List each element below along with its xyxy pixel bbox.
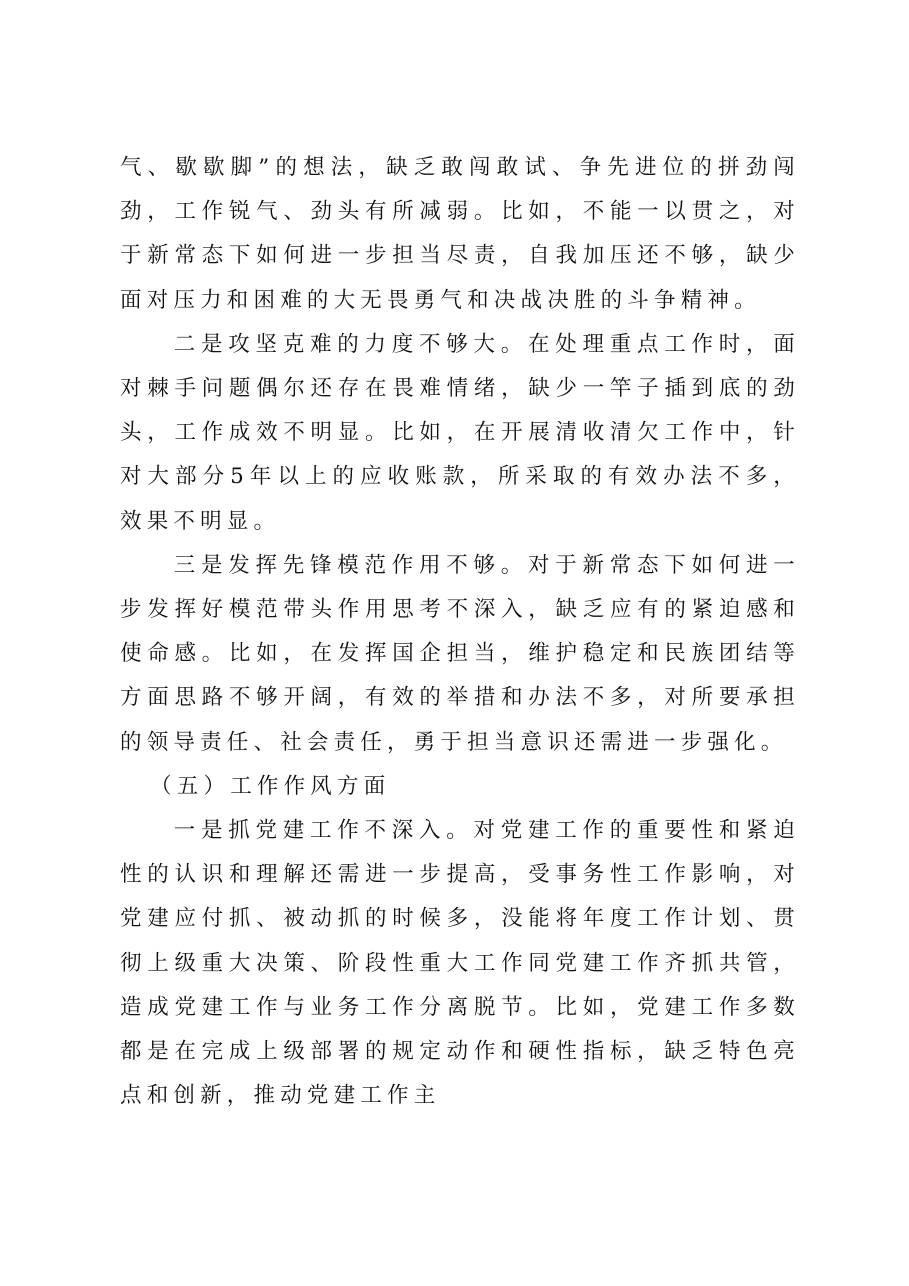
section-heading-work-style: （五）工作作风方面 bbox=[150, 773, 391, 799]
paragraph-tackling-difficulties: 二是攻坚克难的力度不够大。在处理重点工作时，面对棘手问题偶尔还存在畏难情绪，缺少一竿子插到底的劲头，工作成效不明显。比如，在开展清收清欠工作中，针对大部分5年以上的应收账款，所采取的有效办法不多，效果不明显。 bbox=[120, 331, 800, 534]
document-body bbox=[120, 146, 800, 1118]
paragraph-exemplary-role: 三是发挥先锋模范作用不够。对于新常态下如何进一步发挥好模范带头作用思考不深入，缺乏应有的紧迫感和使命感。比如，在发挥国企担当，维护稳定和民族团结等方面思路不够开阔，有效的举措和办法不多，对所要承担的领导责任、社会责任，勇于担当意识还需进一步强化。 bbox=[120, 552, 800, 755]
paragraph-continuation: 气、歇歇脚”的想法，缺乏敢闯敢试、争先进位的拼劲闯劲，工作锐气、劲头有所减弱。比如，不能一以贯之，对于新常态下如何进一步担当尽责，自我加压还不够，缺少面对压力和困难的大无畏勇气和决战决胜的斗争精神。 bbox=[120, 155, 800, 313]
paragraph-party-building: 一是抓党建工作不深入。对党建工作的重要性和紧迫性的认识和理解还需进一步提高，受事务性工作影响，对党建应付抓、被动抓的时候多，没能将年度工作计划、贯彻上级重大决策、阶段性重大工作同党建工作齐抓共管，造成党建工作与业务工作分离脱节。比如，党建工作多数都是在完成上级部署的规定动作和硬性指标，缺乏特色亮点和创新，推动党建工作主 bbox=[120, 818, 800, 1109]
